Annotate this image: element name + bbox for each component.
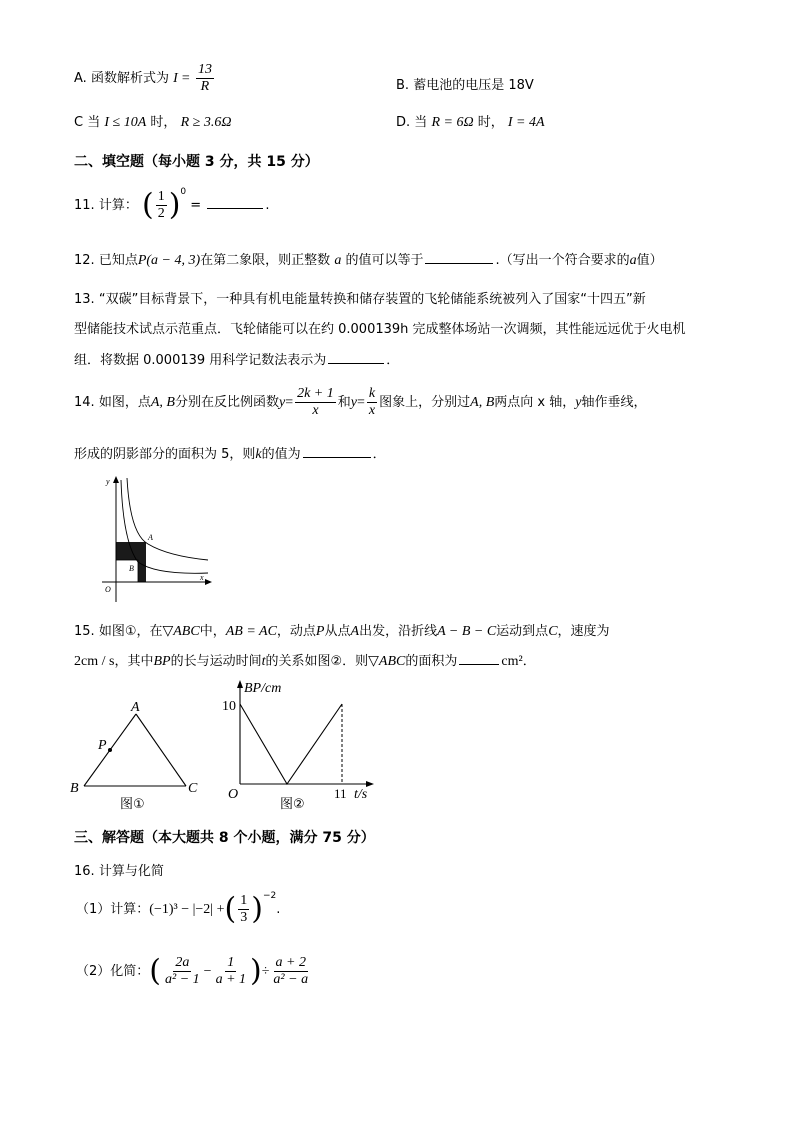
q12-number: 12. <box>74 253 95 268</box>
q13-line3b: ． <box>386 353 400 368</box>
q16-p2-fraction-1 <box>163 955 202 988</box>
q14-fig-b: B <box>129 564 134 573</box>
q15-path: A − B − C <box>437 624 497 639</box>
q14-f1-num: 2k + 1 <box>295 386 336 403</box>
q15-eq: AB = AC <box>225 624 277 639</box>
q14-line2c: ． <box>372 447 386 462</box>
section-3-title: 三、解答题（本大题共 8 个小题，满分 75 分） <box>74 830 375 846</box>
q14-text5: 两点向 x 轴， <box>494 395 576 411</box>
q15-text8: ，其中 <box>114 654 154 669</box>
q16-number: 16. <box>74 864 95 879</box>
q16-p2-f2-den: a + 1 <box>215 972 247 988</box>
q15-p: P <box>315 624 325 639</box>
q16-p2-fraction-2 <box>214 955 248 988</box>
q15-answer-blank <box>459 663 499 665</box>
q12-text3: 的值可以等于 <box>345 253 424 268</box>
q13-line3a: 组．将数据 0.000139 用科学记数法表示为 <box>74 353 327 368</box>
q14-y-arrow <box>113 476 119 483</box>
q11-den: 2 <box>157 206 165 222</box>
q14-x-arrow <box>205 579 212 585</box>
q10-d-math2: I = 4A <box>507 115 545 130</box>
q16-part-1 <box>76 890 281 927</box>
q16-p2-f3-num: a + 2 <box>274 955 308 972</box>
q12-math1: P(a − 4, 3) <box>137 253 201 268</box>
q11-fraction <box>156 189 167 222</box>
q15-a: A <box>350 624 360 639</box>
q15-tri2: ▽ABC <box>368 654 406 669</box>
q16-p2-f1-den: a² − 1 <box>165 972 200 988</box>
q14-text2: 分别在反比例函数 <box>174 395 279 411</box>
q16-p2-f1-num: 2a <box>173 955 191 972</box>
q14-fig-o: O <box>105 585 111 594</box>
q16-p2-f3-den: a² − a <box>273 972 309 988</box>
q16-title: 计算与化简 <box>98 864 164 879</box>
q10-a-var: I <box>173 71 178 87</box>
q14-ab2: A, B <box>470 395 495 411</box>
q12-text1: 已知点 <box>98 253 138 268</box>
q10-d-label: D. <box>396 115 411 130</box>
q14-fig-a: A <box>148 533 153 542</box>
q10-option-b <box>396 74 534 93</box>
q14-fraction-1 <box>295 386 336 419</box>
question-15-line-1 <box>74 620 610 640</box>
q10-b-text: 蓄电池的电压是 18V <box>413 78 534 93</box>
q15-side-ac <box>136 714 186 786</box>
q16-p1-num: 1 <box>238 893 249 910</box>
question-16-title <box>74 860 164 879</box>
q16-p1-den: 3 <box>240 910 248 926</box>
q16-p1-fraction <box>238 893 249 926</box>
q15-text5: 出发，沿折线 <box>359 624 438 639</box>
q15-text11: 的面积为 <box>405 654 458 669</box>
q16-p1-left-paren: ( <box>224 891 237 927</box>
q10-a-den: R <box>200 79 210 95</box>
q11-eq: = <box>190 198 202 214</box>
q14-ab: A, B <box>150 395 175 411</box>
question-15-line-2 <box>74 650 536 670</box>
q15-text12: ． <box>522 654 536 669</box>
q16-p2-label: （2）化简： <box>76 964 150 980</box>
q15-text10: 的关系如图②．则 <box>265 654 369 669</box>
q16-p1-tail: . <box>276 902 281 918</box>
q15-fig2-origin: O <box>228 787 239 802</box>
q14-line2b: 的值为 <box>261 447 301 462</box>
q12-text2: 在第二象限，则正整数 <box>200 253 331 268</box>
q14-figure <box>96 472 216 608</box>
q14-fig-x: x <box>200 573 204 582</box>
q10-c-math1: I ≤ 10A <box>104 115 147 130</box>
q12-text5: 值） <box>636 253 663 268</box>
q11-left-paren: ( <box>141 187 154 223</box>
q10-a-fraction <box>196 62 214 95</box>
q16-p2-fraction-3 <box>271 955 310 988</box>
q10-option-d <box>396 111 545 131</box>
q11-exp: 0 <box>180 186 187 197</box>
q15-text2: 中， <box>199 624 226 639</box>
q10-c-label: C <box>74 115 84 130</box>
q15-fig1-a: A <box>131 700 140 715</box>
q11-right-paren: ) <box>168 187 181 223</box>
q15-number: 15. <box>74 624 95 639</box>
q14-answer-blank <box>303 456 371 458</box>
q10-a-eq: = <box>181 71 190 87</box>
q15-fig2-x11: 11 <box>334 786 347 801</box>
q15-tri: ▽ABC <box>162 624 200 639</box>
q15-c: C <box>548 624 558 639</box>
q14-f1-den: x <box>312 403 319 419</box>
q15-t: t <box>261 654 266 669</box>
q10-c-text2: 时， <box>150 115 177 130</box>
q15-fig1-b: B <box>70 781 79 796</box>
q15-point-p <box>108 748 112 752</box>
q15-fig2-xlabel: t/s <box>354 787 368 802</box>
q11-tail: . <box>265 198 270 214</box>
q10-b-label: B. <box>396 78 410 93</box>
q16-p2-div: ÷ <box>261 964 270 980</box>
q15-text3: ，动点 <box>276 624 316 639</box>
q15-fig2-bp-graph <box>240 704 342 784</box>
q11-number: 11. <box>74 198 95 214</box>
q14-text1: 如图，点 <box>98 395 151 411</box>
q14-f2-num: k <box>367 386 377 403</box>
q15-fig2-ylabel: BP/cm <box>244 681 282 696</box>
q10-a-num: 13 <box>196 62 214 79</box>
q16-p1-label: （1）计算： <box>76 902 150 918</box>
q16-p2-left-paren: ( <box>149 953 161 989</box>
q15-text7: ，速度为 <box>557 624 610 639</box>
q10-d-math1: R = 6Ω <box>431 115 474 130</box>
q13-number: 13. <box>74 292 95 307</box>
q14-text6: 轴作垂线， <box>581 395 647 411</box>
q15-fig2-y-arrow <box>237 680 243 688</box>
q14-f2-den: x <box>368 403 376 419</box>
question-14-line-2 <box>74 443 386 463</box>
q16-p1-math: (−1)³ − |−2| + <box>149 902 225 918</box>
q14-text3: 和 <box>337 395 351 411</box>
q13-answer-blank <box>328 362 384 364</box>
question-12 <box>74 249 663 269</box>
q12-var2: a <box>629 253 637 268</box>
q13-line2: 型储能技术试点示范重点．飞轮储能可以在约 0.000139h 完成整体场站一次调频，其性能远远优于火电机 <box>74 322 686 337</box>
q16-p2-right-paren: ) <box>250 953 262 989</box>
q16-p2-minus: − <box>203 964 212 980</box>
q11-answer-blank <box>207 207 263 209</box>
q15-text4: 从点 <box>324 624 351 639</box>
question-11 <box>74 186 270 223</box>
q14-eq2: = <box>357 395 365 411</box>
q13-line1: “双碳”目标背景下，一种具有机电能量转换和储存装置的飞轮储能系统被列入了国家“十四五”新 <box>98 292 646 307</box>
q14-shaded-top <box>116 542 146 560</box>
q15-figure-2 <box>220 676 380 816</box>
q16-p1-right-paren: ) <box>251 891 263 927</box>
q14-number: 14. <box>74 395 95 411</box>
q15-fig1-caption: 图① <box>120 797 145 812</box>
q14-k: k <box>255 447 262 462</box>
q14-eq: = <box>285 395 294 411</box>
q15-fig1-c: C <box>188 781 198 796</box>
question-13-line-3 <box>74 349 399 368</box>
q14-y3: y <box>575 395 582 411</box>
q12-answer-blank <box>425 262 493 264</box>
q10-option-c <box>74 111 231 131</box>
q14-inner-rect <box>116 560 138 582</box>
q16-part-2 <box>76 955 312 988</box>
q12-var: a <box>334 253 342 268</box>
q10-option-a <box>74 62 216 95</box>
q15-fig2-caption: 图② <box>280 797 305 812</box>
q15-speed: 2cm / s <box>74 654 115 669</box>
q14-line2a: 形成的阴影部分的面积为 5，则 <box>74 447 256 462</box>
q12-text4: .（写出一个符合要求的 <box>495 253 630 268</box>
q10-c-text1: 当 <box>87 115 101 130</box>
q15-text6: 运动到点 <box>496 624 549 639</box>
q10-a-text: 函数解析式为 <box>90 71 169 87</box>
q15-text9: 的长与运动时间 <box>170 654 262 669</box>
q16-p2-f2-num: 1 <box>225 955 236 972</box>
q15-unit: cm² <box>501 654 523 669</box>
section-2-title: 二、填空题（每小题 3 分，共 15 分） <box>74 154 319 170</box>
q11-num: 1 <box>156 189 167 206</box>
q11-text: 计算： <box>98 198 138 214</box>
q10-d-text2: 时， <box>477 115 504 130</box>
q15-bp: BP <box>153 654 171 669</box>
question-13-line-1 <box>74 288 646 307</box>
q14-text4: 图象上，分别过 <box>379 395 471 411</box>
q14-y2: y <box>350 395 357 411</box>
q14-y: y <box>278 395 286 411</box>
q10-d-text1: 当 <box>414 115 428 130</box>
q15-fig2-y10: 10 <box>222 699 236 714</box>
question-14-line-1 <box>74 386 646 419</box>
q15-fig1-p: P <box>98 738 107 753</box>
q16-p1-exp: −2 <box>262 890 277 901</box>
q14-fraction-2 <box>367 386 377 419</box>
q10-a-label: A. <box>74 71 87 87</box>
q14-fig-y: y <box>106 477 110 486</box>
q15-figure-1 <box>66 698 214 816</box>
q10-c-math2: R ≥ 3.6Ω <box>180 115 232 130</box>
q15-text1: 如图①，在 <box>98 624 163 639</box>
